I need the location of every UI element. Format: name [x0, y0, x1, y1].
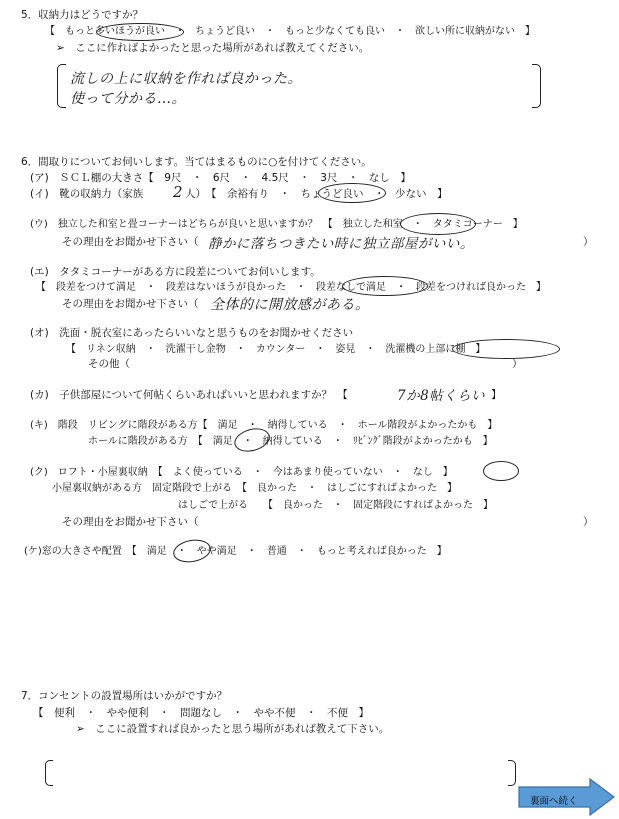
- q5-sub: ➢ ここに作ればよかったと思った場所があれば教えてください。: [56, 42, 370, 54]
- q6ku-reason: その理由をお聞かせ下さい（: [62, 516, 199, 528]
- q6o-circle-mark: [452, 339, 560, 359]
- q6o-other: その他（: [88, 358, 130, 370]
- q6o-options: 【 リネン収納 ・ 洗濯干し金物 ・ カウンター ・ 姿見 ・ 洗濯機の上部に棚 】: [66, 344, 486, 355]
- q6u-label: (ウ) 独立した和室と畳コーナーはどちらが良いと思いますか？ 【 独立した和室 ・ タタミコーナー 】: [30, 219, 523, 230]
- q7-title: 7．コンセントの設置場所はいかがですか？: [21, 690, 228, 702]
- q6ki-label: (キ) 階段 リビングに階段がある方【 満足 ・ 納得している ・ ホール階段がよかったかも 】: [30, 420, 498, 431]
- q6-title: 6．間取りについてお伺いします。当てはまるものに○を付けてください。: [21, 156, 372, 168]
- q7-answer-bracket-left: [45, 760, 53, 786]
- q6a-label: (ア) ＳＣＬ棚の大きさ【 9尺 ・ 6尺 ・ 4.5尺 ・ 3尺 ・ なし 】: [30, 172, 411, 184]
- q6e-handwriting: 全体的に開放感がある。: [210, 297, 370, 313]
- q5-answer-bracket-left: [57, 64, 66, 108]
- q6ku-close: ）: [583, 516, 594, 528]
- q6i-label2: 人） 【 余裕有り ・ ちょうど良い ・ 少ない 】: [185, 188, 448, 200]
- q6o-close: ）: [512, 358, 523, 370]
- q6ku-line2: 小屋裏収納がある方 固定階段で上がる 【 良かった ・ はしごにすればよかった 】: [52, 483, 457, 494]
- q6i-label: (イ) 靴の収納力（家族: [30, 188, 144, 200]
- next-page-arrow: [518, 778, 616, 816]
- q5-handwriting-2: 使って分かる…。: [70, 91, 186, 107]
- q6i-circle-mark: [318, 183, 386, 203]
- q6ku-line3: はしごで上がる 【 良かった ・ 固定階段にすればよかった 】: [178, 500, 493, 511]
- q6ki-line2: ホールに階段がある方 【 満足 ・ 納得している ・ ﾘﾋﾞﾝｸﾞ階段がよかったかも 】: [88, 436, 493, 447]
- q6u-handwriting: 静かに落ちつきたい時に独立部屋がいい。: [208, 236, 474, 252]
- q6u-reason: その理由をお聞かせ下さい（: [62, 236, 199, 248]
- q6e-reason: その理由をお聞かせ下さい（: [62, 298, 199, 310]
- q6ka-close: 】: [491, 389, 502, 401]
- q5-title: 5．収納力はどうですか？: [21, 9, 144, 21]
- q6o-label: (オ) 洗面・脱衣室にあったらいいなと思うものをお聞かせください: [30, 327, 354, 339]
- q5-handwriting-1: 流しの上に収納を作れば良かった。: [70, 71, 302, 87]
- q6ku-circle-mark: [483, 461, 519, 481]
- q5-options: 【 もっと多いほうが良い ・ ちょうど良い ・ もっと少なくても良い ・ 欲しい所に収納がない 】: [45, 26, 535, 37]
- q6e-circle-mark: [342, 276, 428, 296]
- q6ka-handwriting: 7か8帖くらい: [397, 388, 486, 404]
- q7-options: 【 便利 ・ やや便利 ・ 問題なし ・ やや不便 ・ 不便 】: [33, 707, 369, 719]
- q6e-options: 【 段差をつけて満足 ・ 段差はないほうが良かった ・ 段差なしで満足 ・ 段差をつければ良かった 】: [36, 282, 546, 293]
- q6e-label: (エ) タタミコーナーがある方に段差についてお伺いします。: [30, 266, 321, 278]
- q7-sub: ➢ ここに設置すれば良かったと思う場所があれば教えて下さい。: [76, 723, 390, 735]
- q5-circle-mark: [96, 23, 184, 41]
- q7-answer-bracket-right: [508, 760, 516, 786]
- q6i-family-count: 2: [173, 183, 184, 201]
- q6ke-circle-mark: [171, 537, 212, 565]
- q5-answer-bracket-right: [532, 64, 541, 108]
- q6ka-label: (カ) 子供部屋について何帖くらいあればいいと思われますか？ 【: [30, 389, 348, 401]
- q6ku-label: (ク) ロフト・小屋裏収納 【 よく使っている ・ 今はあまり使っていない ・ なし 】: [30, 467, 453, 478]
- next-page-label: 裏面へ続く: [530, 796, 578, 807]
- q6ke-label: (ケ)窓の大きさや配置 【 満足 ・ やや満足 ・ 普通 ・ もっと考えれば良かった 】: [24, 546, 447, 557]
- q6u-close: ）: [583, 236, 594, 248]
